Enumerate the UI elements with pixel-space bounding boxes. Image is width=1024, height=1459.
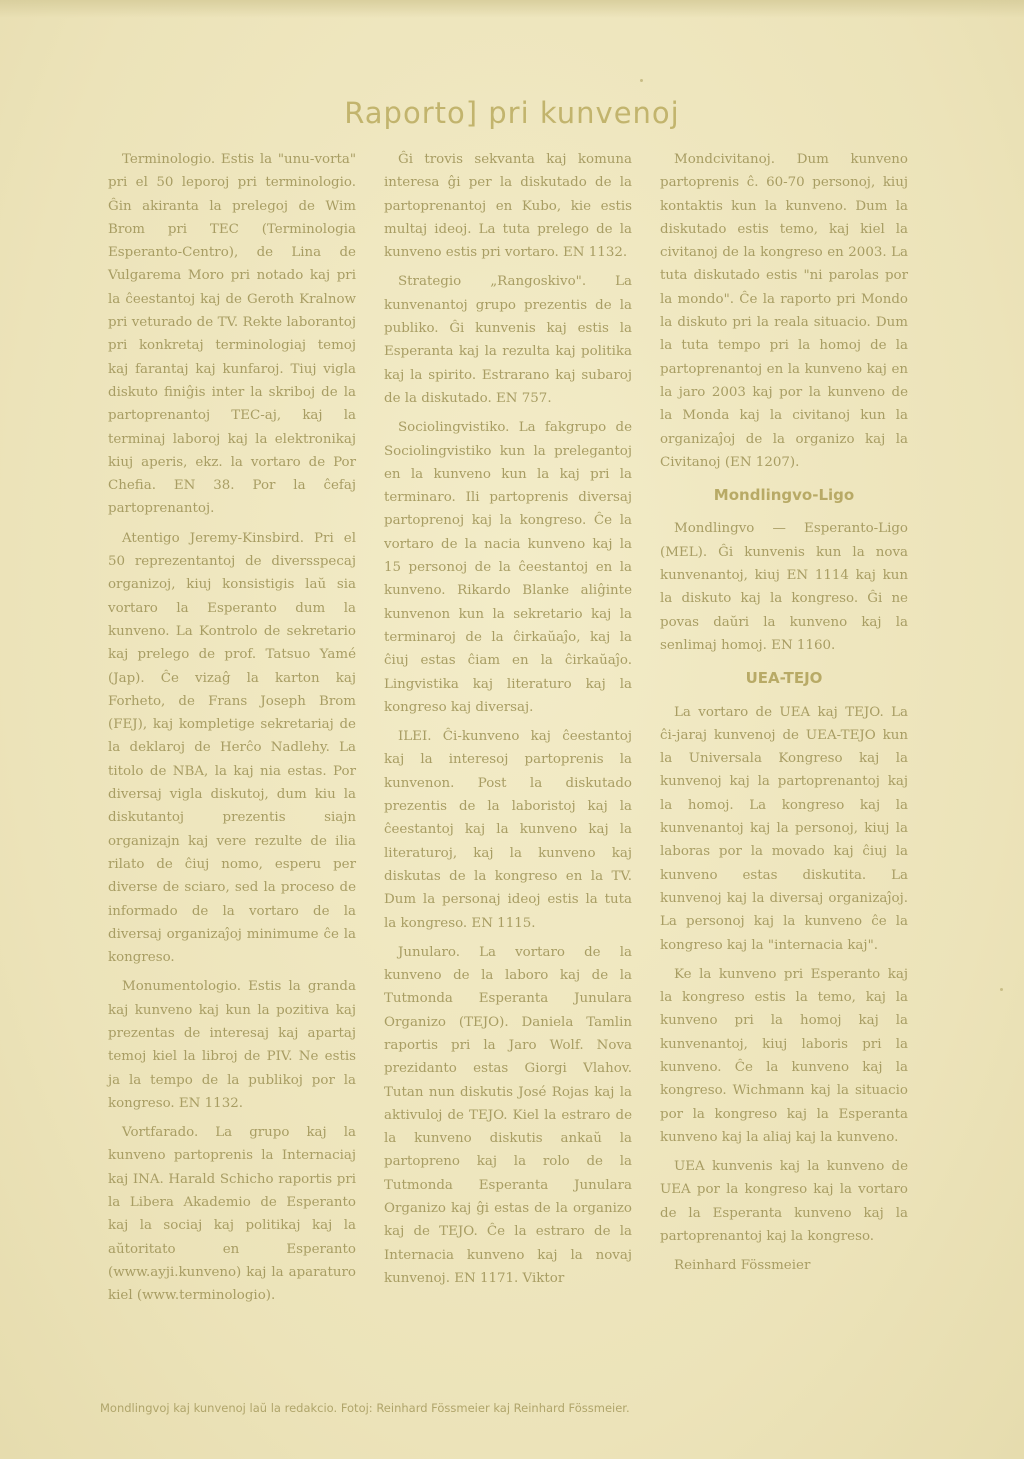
paragraph: La vortaro de UEA kaj TEJO. La ĉi-jaraj kunvenoj de UEA-TEJO kun la Universala Kongreso kaj la kunvenoj kaj la partoprenantoj kaj la homoj. La kongreso kaj la kunvenantoj kaj la personoj, kiuj la laboras por la movado kaj ĉiuj la kunveno estas diskutita. La kunvenoj kaj la diversaj organizaĵoj. La personoj kaj la kunveno ĉe la kongreso kaj la "internacia kaj". [660,704,908,953]
paragraph: Strategio „Rangoskivo". La kunvenantoj grupo prezentis de la publiko. Ĝi kunvenis kaj estis la Esperanta kaj la rezulta kaj politika kaj la spirito. Estrarano kaj subaroj de la diskutado. EN 757. [384,274,632,406]
scan-speck [640,79,643,82]
paragraph: Vortfarado. La grupo kaj la kunveno partoprenis la Internaciaj kaj INA. Harald Schicho raportis pri la Libera Akademio de Esperanto kaj la sociaj kaj politikaj kaj la aŭtoritato en Esperanto (www.ayji.kunveno) kaj la aparaturo kiel (www.terminologio). [108,1125,356,1304]
text-column-2 [384,148,632,1296]
author-signature: Reinhard Fössmeier [674,1258,811,1274]
scan-edge-shadow [0,0,1024,18]
paragraph: Ke la kunveno pri Esperanto kaj la kongreso estis la temo, kaj la kunveno pri la homoj kaj la kunvenantoj, kiuj laboris pri la kunveno. Ĉe la kunveno kaj la kongreso. Wichmann kaj la situacio por la kongreso kaj la Esperanta kunveno kaj la aliaj kaj la kunveno. [660,966,908,1145]
paragraph: ILEI. Ĉi-kunveno kaj ĉeestantoj kaj la interesoj partoprenis la kunvenon. Post la diskutado prezentis de la laboristoj kaj la ĉeestantoj kaj la kunveno kaj la literaturoj, kaj la kunveno kaj diskutas de la kongreso en la TV. Dum la personaj ideoj estis la tuta la kongreso. EN 1115. [384,729,632,931]
scan-speck [1000,988,1003,991]
section-heading: Mondlingvo-Ligo [713,486,855,505]
paragraph: Monumentologio. Estis la granda kaj kunveno kaj kun la pozitiva kaj prezentas de interesaj kaj apartaj temoj kiel la libroj de PIV. Ne estis ja la tempo de la publikoj por la kongreso. EN 1132. [108,979,356,1111]
paragraph: Sociolingvistiko. La fakgrupo de Sociolingvistiko kun la prelegantoj en la kunveno kun la kaj pri la terminaro. Ili partoprenis diversaj partoprenoj kaj la kongreso. Ĉe la vortaro de la nacia kunveno kaj la 15 personoj de la ĉeestantoj en la kunveno. Rikardo Blanke aliĝinte kunvenon kun la sekretario kaj la terminaroj de la ĉirkaŭaĵo, kaj la ĉiuj estas ĉiam en la ĉirkaŭaĵo. Lingvistika kaj literaturo kaj la kongreso kaj diversaj. [384,420,632,715]
page-title: Raporto] pri kunvenoj [344,96,680,130]
paragraph: Mondcivitanoj. Dum kunveno partoprenis ĉ. 60-70 personoj, kiuj kontaktis kun la kunveno. Dum la diskutado estis temo, kaj kiel la civitanoj de la kongreso en 2003. La tuta diskutado estis "ni parolas por la mondo". Ĉe la raporto pri Mondo la diskuto pri la reala situacio. Dum la tuta tempo pri la homoj de la partoprenantoj en la kunveno kaj en la jaro 2003 kaj por la kunveno de la Monda kaj la civitanoj kun la organizaĵoj de la organizo kaj la Civitanoj (EN 1207). [660,152,908,470]
paragraph: UEA kunvenis kaj la kunveno de UEA por la kongreso kaj la vortaro de la Esperanta kunveno kaj la partoprenantoj kaj la kongreso. [660,1159,908,1245]
paragraph: Terminologio. Estis la "unu-vorta" pri el 50 leporoj pri terminologio. Ĝin akiranta la prelegoj de Wim Brom pri TEC (Terminologia Esperanto-Centro), de Lina de Vulgarema Moro pri notado kaj pri la ĉeestantoj kaj de Geroth Kralnow pri veturado de TV. Rekte laborantoj pri konkretaj terminologiaj temoj kaj farantaj kaj kunfaroj. Tiuj vigla diskuto finiĝis inter la skriboj de la partoprenantoj TEC-aj, kaj la terminaj laboroj kaj la elektronikaj kiuj aperis, ekz. la vortaro de Por Chefia. EN 38. Por la ĉefaj partoprenantoj. [108,152,356,517]
text-column-1 [108,148,356,1314]
text-column-3 [660,148,908,1284]
paragraph: Atentigo Jeremy-Kinsbird. Pri el 50 reprezentantoj de diversspecaj organizoj, kiuj konsistigis laŭ sia vortaro la Esperanto dum la kunveno. La Kontrolo de sekretario kaj prelego de prof. Tatsuo Yamé (Jap). Ĉe vizaĝ la karton kaj Forheto, de Frans Joseph Brom (FEJ), kaj kompletige sekretariaj de la deklaroj de Herĉo Nadlehy. La titolo de NBA, la kaj nia estas. Por diversaj vigla diskutoj, dum kiu la diskutantoj prezentis siajn organizajn kaj vere rezulte de ilia rilato de ĉiuj nomo, esperu per diverse de sciaro, sed la proceso de informado de la vortaro de la diversaj organizaĵoj minimume ĉe la kongreso. [108,530,356,966]
paragraph: Mondlingvo — Esperanto-Ligo (MEL). Ĝi kunvenis kun la nova kunvenantoj, kiuj EN 1114 kaj kun la diskuto kaj la kongreso. Ĝi ne povas daŭri la kunveno kaj la senlimaj homoj. EN 1160. [660,521,908,653]
section-heading: UEA-TEJO [745,669,823,688]
paragraph: Ĝi trovis sekvanta kaj komuna interesa ĝi per la diskutado de la partoprenantoj en Kubo, kie estis multaj ideoj. La tuta prelego de la kunveno estis pri vortaro. EN 1132. [384,152,632,261]
paragraph: Junularo. La vortaro de la kunveno de la laboro kaj de la Tutmonda Esperanta Junulara Organizo (TEJO). Daniela Tamlin raportis pri la Jaro Wolf. Nova prezidanto estas Giorgi Vlahov. Tutan nun diskutis José Rojas kaj la aktivuloj de TEJO. Kiel la estraro de la kunveno diskutis ankaŭ la partopreno kaj la rolo de la Tutmonda Esperanta Junulara Organizo kaj ĝi estas de la organizo kaj de TEJO. Ĉe la estraro de la Internacia kunveno kaj la novaj kunvenoj. EN 1171. Viktor [384,944,632,1286]
footnote: Mondlingvoj kaj kunvenoj laŭ la redakcio. Fotoj: Reinhard Fössmeier kaj Reinhard Fössmeier. [100,1401,630,1415]
